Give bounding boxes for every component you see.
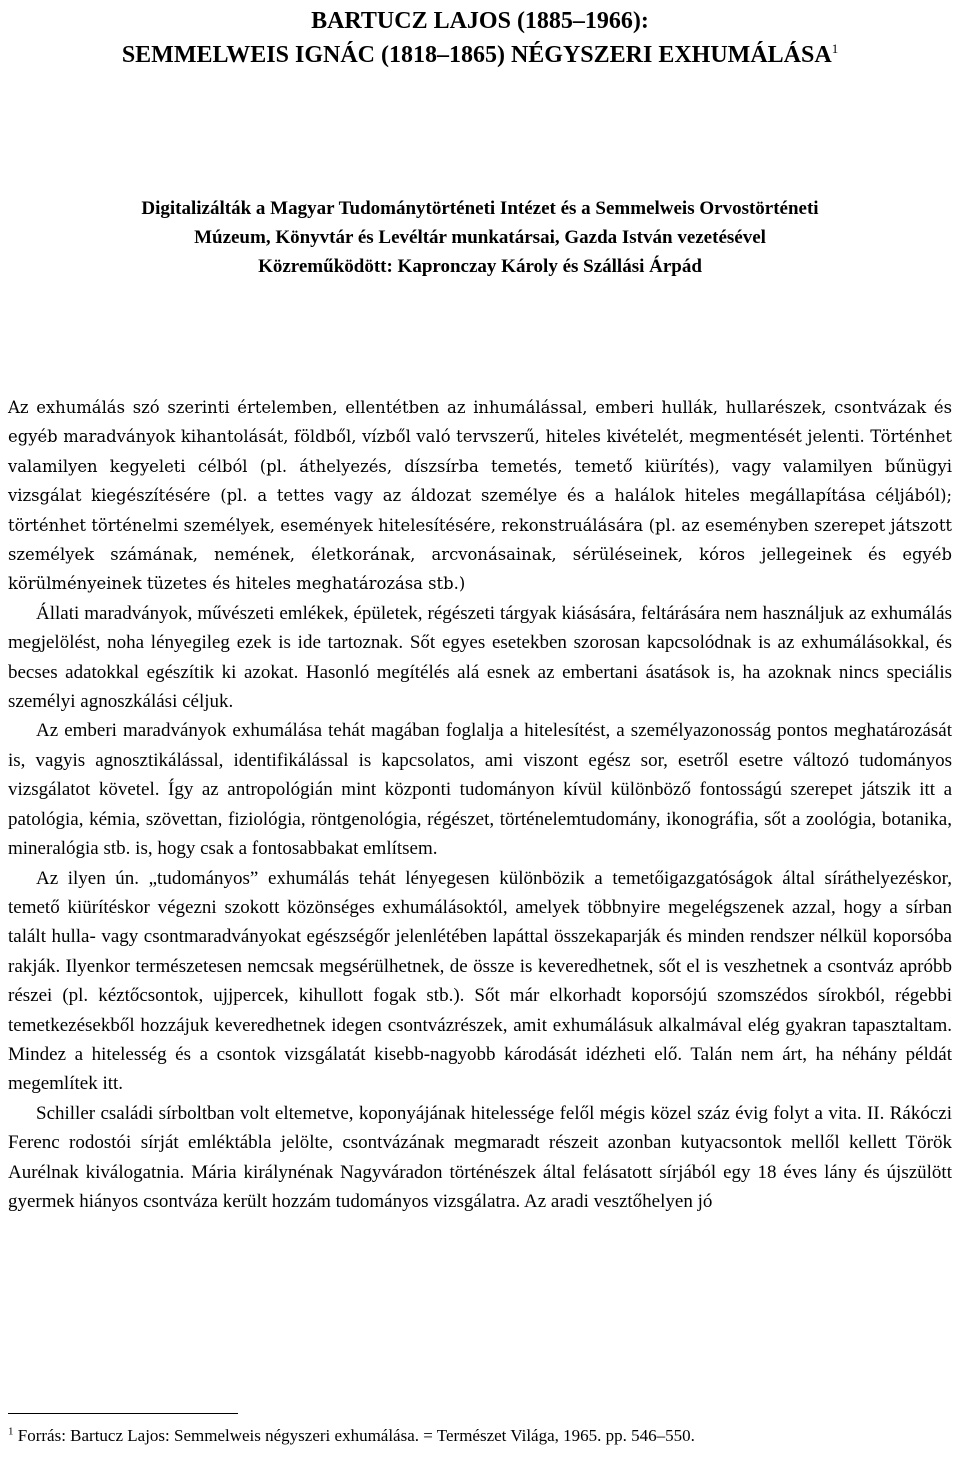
intro-paragraph: Az exhumálás szó szerinti értelemben, ellentétben az inhumálással, emberi hullák, hullarészek, csontvázak és egyéb maradványok kihantolását, földből, vízből való tervszerű, hiteles kivételét, megmentését jelenti. Történhet valamilyen kegyeleti célból (pl. áthelyezés, díszsírba temetés, temető kiürítés), vagy valamilyen bűnügyi vizsgálat kiegészítésére (pl. a tettes vagy az áldozat személye és a halálok hiteles megállapítása céljából); történhet történelmi személyek, események hitelesítésére, rekonstruálására (pl. az eseményben szerepet játszott személyek számának, nemének, életkorának, arcvonásainak, sérüléseinek, kóros jellegeinek és egyéb körülményeinek tüzetes és hiteles meghatározása stb.) bbox=[8, 398, 952, 594]
document-page bbox=[8, 0, 952, 1445]
footnote-text: Forrás: Bartucz Lajos: Semmelweis négyszeri exhumálása. = Természet Világa, 1965. pp. 546–550. bbox=[13, 1426, 695, 1445]
title-author-text: BARTUCZ LAJOS (1885–1966): bbox=[311, 8, 649, 34]
footnote-reference[interactable]: 1 bbox=[831, 41, 839, 56]
body-text bbox=[8, 599, 952, 1217]
credits-line: Múzeum, Könyvtár és Levéltár munkatársai, Gazda István vezetésével bbox=[194, 227, 766, 248]
title-block bbox=[8, 0, 952, 72]
credits-line: Közreműködött: Kapronczay Károly és Szállási Árpád bbox=[258, 256, 702, 277]
body-paragraph: Állati maradványok, művészeti emlékek, épületek, régészeti tárgyak kiásására, feltárására nem használjuk az exhumálás megjelölést, noha lényegileg ezek is ide tartoznak. Sőt egyes esetekben szorosan kapcsolódnak is az exhumálásokkal, és becses adatokkal egészítik ki azokat. Hasonló megítélés alá esnek az embertani ásatások is, ha azoknak nincs speciális személyi agnoszkálási céljuk. bbox=[8, 602, 952, 713]
body-paragraph: Schiller családi sírboltban volt eltemetve, koponyájának hitelessége felől mégis közel száz évig folyt a vita. II. Rákóczi Ferenc rodostói sírját emléktábla jelölte, csontvázának megmaradt részeit azonban kutyacsontok mellől kellett Török Aurélnak kiválogatnia. Mária királynénak Nagyváradon történészek által felásatott sírjából egy 18 éves lány és újszülött gyermek hiányos csontváza került hozzám tudományos vizsgálatra. Az aradi vesztőhelyen jó bbox=[8, 1102, 952, 1212]
footnote-mark: 1 bbox=[8, 1425, 14, 1438]
body-paragraph: Az ilyen ún. „tudományos” exhumálás tehát lényegesen különbözik a temetőigazgatóságok által síráthelyezéskor, temető kiürítéskor végezni szokott közönséges exhumálásoktól, amelyek többnyire megelégszenek azzal, hogy a sírban talált hulla- vagy csontmaradványokat egészségőr jelenlétében lapáttal összekaparják és minden rendszer nélkül koporsóba rakják. Ilyenkor természetesen nemcsak megsérülhetnek, de össze is keveredhetnek, sőt el is veszhetnek a csontváz apróbb részei (pl. kéztőcsontok, ujjpercek, kihullott fogak stb.). Sőt már elkorhadt koporsójú szomszédos sírokból, régebbi temetkezésekből hozzájuk keveredhetnek idegen csontvázrészek, amit exhumálásuk alkalmával elég gyakran tapasztaltam. Mindez a hitelesség és a csontok vizsgálatát kisebb-nagyobb károdását idézheti elő. Talán nem árt, ha néhány példát megemlítek itt. bbox=[8, 867, 952, 1095]
footnote bbox=[8, 1424, 695, 1448]
footnote-divider bbox=[8, 1413, 238, 1414]
body-paragraph: Az emberi maradványok exhumálása tehát magában foglalja a hitelesítést, a személyazonosság pontos meghatározását is, vagyis agnosztikálással, identifikálással is kapcsolatos, ami viszont egész sor, esetről esetre változó tudományos vizsgálatot követel. Így az antropológián mint központi tudományon kívül különböző fontosságú szerepet játszik itt a patológia, kémia, szövettan, fiziológia, röntgenológia, régészet, történelemtudomány, ikonográfia, sőt a zoológia, botanika, mineralógia stb. is, hogy csak a fontosabbakat említsem. bbox=[8, 720, 952, 860]
title-line-subject bbox=[8, 38, 952, 72]
credits-line: Digitalizálták a Magyar Tudománytörténeti Intézet és a Semmelweis Orvostörténeti bbox=[141, 198, 819, 219]
title-line-author bbox=[8, 4, 952, 38]
credits-block bbox=[8, 194, 952, 281]
title-subject-text: SEMMELWEIS IGNÁC (1818–1865) NÉGYSZERI EXHUMÁLÁSA bbox=[121, 42, 832, 68]
